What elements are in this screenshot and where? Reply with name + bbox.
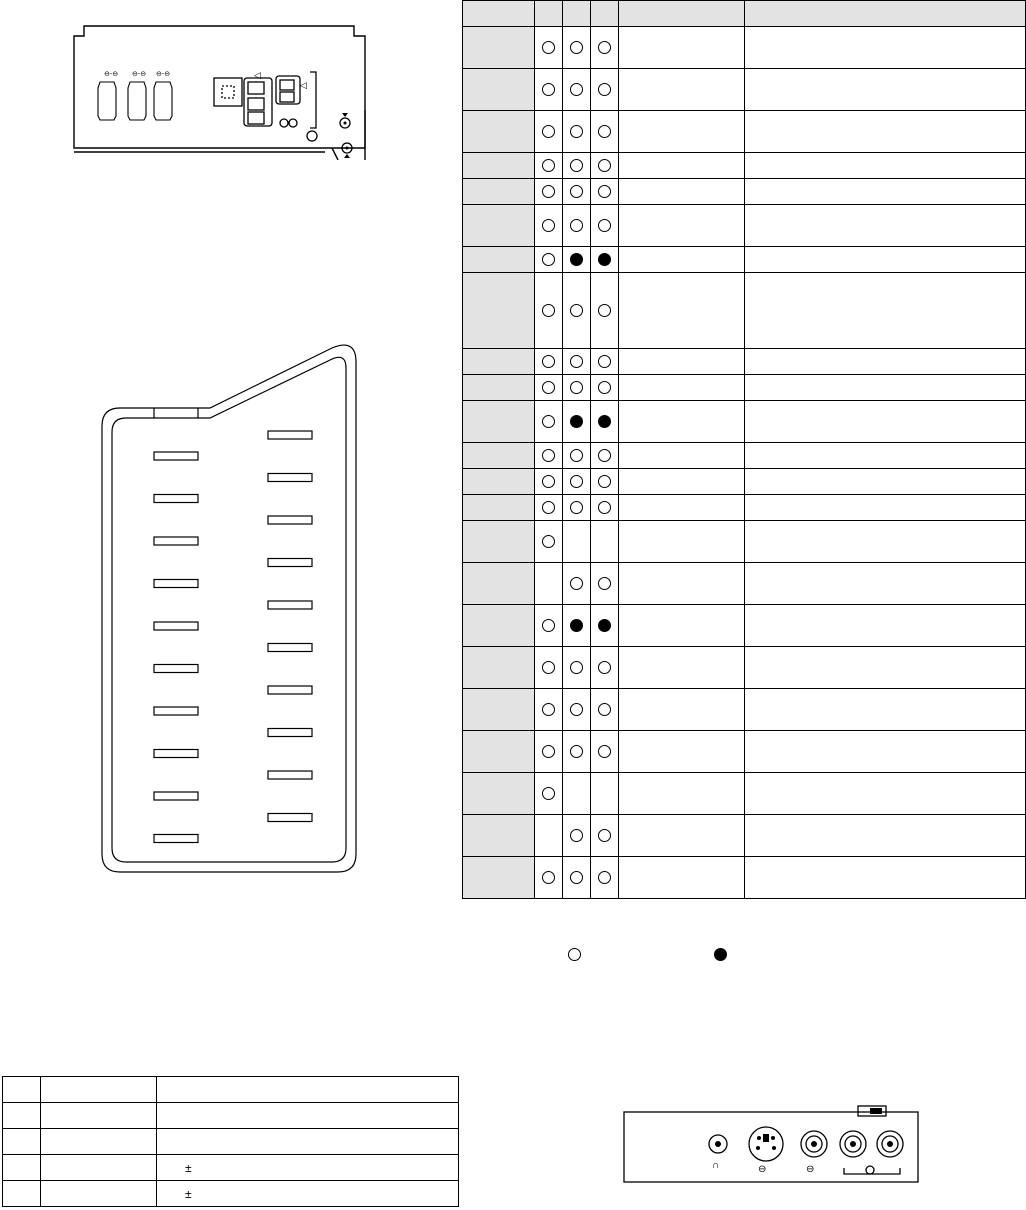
- signal-cell: [618, 27, 744, 69]
- level-cell: [744, 521, 1025, 563]
- pin-slot: [268, 559, 312, 567]
- spec-cell: [3, 1077, 41, 1103]
- pin-number-cell: [463, 689, 535, 731]
- signal-cell: [618, 773, 744, 815]
- open-circle-icon: [598, 829, 611, 842]
- spec-row: [3, 1181, 459, 1207]
- filled-circle-icon: [570, 415, 583, 428]
- mark-cell: [562, 153, 590, 179]
- signal-cell: [618, 273, 744, 349]
- signal-cell: [618, 731, 744, 773]
- mark-cell: [562, 647, 590, 689]
- pin-row: [463, 773, 1026, 815]
- open-circle-icon: [598, 355, 611, 368]
- open-circle-icon: [570, 304, 583, 317]
- pin-number-cell: [463, 205, 535, 247]
- open-circle-icon: [598, 159, 611, 172]
- signal-cell: [618, 111, 744, 153]
- s-video-input-icon: ⊖: [758, 1164, 767, 1175]
- open-circle-icon: [570, 83, 583, 96]
- spec-row: [3, 1129, 459, 1155]
- pin-row: [463, 815, 1026, 857]
- pin-number-cell: [463, 27, 535, 69]
- open-circle-icon: [542, 787, 555, 800]
- open-circle-icon: [570, 501, 583, 514]
- open-circle-icon: [570, 219, 583, 232]
- level-cell: [744, 349, 1025, 375]
- mark-cell: [562, 273, 590, 349]
- spec-cell: ±: [157, 1181, 459, 1207]
- open-circle-icon: [542, 501, 555, 514]
- rear-panel-diagram: [70, 20, 380, 160]
- pin-table-header: [463, 1, 1026, 27]
- mark-cell: [562, 375, 590, 401]
- mark-cell: [562, 69, 590, 111]
- signal-cell: [618, 153, 744, 179]
- mark-cell: [534, 247, 562, 273]
- pin-row: [463, 349, 1026, 375]
- header-cell: [590, 1, 618, 27]
- spec-row: [3, 1077, 459, 1103]
- open-circle-icon: [542, 535, 555, 548]
- filled-circle-icon: [598, 253, 611, 266]
- level-cell: [744, 731, 1025, 773]
- open-circle-icon: [598, 703, 611, 716]
- spec-cell: [3, 1181, 41, 1207]
- pin-row: [463, 69, 1026, 111]
- pin-slot: [154, 792, 198, 800]
- mark-cell: [562, 401, 590, 443]
- level-cell: [744, 69, 1025, 111]
- pin-row: [463, 605, 1026, 647]
- svg-text:◁: ◁: [254, 70, 261, 80]
- pin-slot: [268, 644, 312, 652]
- pin-row: [463, 731, 1026, 773]
- pin-number-cell: [463, 815, 535, 857]
- pin-number-cell: [463, 773, 535, 815]
- pin-row: [463, 247, 1026, 273]
- mark-cell: [562, 179, 590, 205]
- mark-cell: [562, 815, 590, 857]
- mark-cell: [590, 179, 618, 205]
- mark-cell: [534, 647, 562, 689]
- mark-cell: [562, 563, 590, 605]
- mark-cell: [590, 857, 618, 899]
- mark-cell: [562, 521, 590, 563]
- scart-label-1: ⊖-⊖: [104, 71, 119, 78]
- pin-row: [463, 179, 1026, 205]
- level-cell: [744, 205, 1025, 247]
- open-circle-icon: [598, 381, 611, 394]
- level-cell: [744, 689, 1025, 731]
- pin-number-cell: [463, 647, 535, 689]
- mark-cell: [562, 857, 590, 899]
- open-circle-icon: [598, 185, 611, 198]
- open-circle-icon: [542, 381, 555, 394]
- open-circle-icon: [542, 449, 555, 462]
- header-cell: [618, 1, 744, 27]
- mark-cell: [534, 521, 562, 563]
- pin-number-cell: [463, 469, 535, 495]
- open-circle-icon: [570, 475, 583, 488]
- pin-number-cell: [463, 153, 535, 179]
- signal-cell: [618, 495, 744, 521]
- mark-cell: [534, 689, 562, 731]
- mark-cell: [590, 689, 618, 731]
- spec-cell: [3, 1155, 41, 1181]
- pin-row: [463, 647, 1026, 689]
- mark-cell: [562, 349, 590, 375]
- signal-cell: [618, 349, 744, 375]
- open-circle-icon: [542, 83, 555, 96]
- pin-row: [463, 375, 1026, 401]
- open-circle-icon: [570, 449, 583, 462]
- open-circle-icon: [542, 619, 555, 632]
- pin-slot: [268, 686, 312, 694]
- open-circle-icon: [542, 41, 555, 54]
- pin-slot: [268, 814, 312, 822]
- mark-cell: [562, 495, 590, 521]
- pin-row: [463, 443, 1026, 469]
- pin-row: [463, 495, 1026, 521]
- mark-cell: [534, 349, 562, 375]
- mark-cell: [534, 605, 562, 647]
- mark-cell: [534, 153, 562, 179]
- pin-row: [463, 563, 1026, 605]
- mark-cell: [590, 731, 618, 773]
- open-circle-icon: [570, 355, 583, 368]
- level-cell: [744, 179, 1025, 205]
- open-circle-icon: [570, 871, 583, 884]
- scart-label-2: ⊖-⊖: [132, 71, 147, 78]
- signal-cell: [618, 647, 744, 689]
- mark-cell: [534, 69, 562, 111]
- spec-cell: [41, 1181, 157, 1207]
- pin-row: [463, 205, 1026, 247]
- pin-slot: [268, 516, 312, 524]
- open-circle-icon: [542, 703, 555, 716]
- open-circle-icon: [542, 185, 555, 198]
- pin-slots: [154, 431, 312, 843]
- open-circle-icon: [598, 501, 611, 514]
- open-circle-icon: [570, 703, 583, 716]
- pin-assignment-table: [462, 0, 1026, 899]
- signal-cell: [618, 605, 744, 647]
- mark-cell: [534, 205, 562, 247]
- mark-cell: [590, 773, 618, 815]
- pin-number-cell: [463, 375, 535, 401]
- open-circle-icon: [598, 871, 611, 884]
- pin-number-cell: [463, 69, 535, 111]
- level-cell: [744, 815, 1025, 857]
- mark-cell: [534, 815, 562, 857]
- pin-row: [463, 469, 1026, 495]
- level-cell: [744, 247, 1025, 273]
- mark-cell: [562, 27, 590, 69]
- signal-cell: [618, 815, 744, 857]
- spec-cell: [41, 1129, 157, 1155]
- pin-slot: [154, 707, 198, 715]
- spec-cell: [3, 1103, 41, 1129]
- mark-cell: [534, 401, 562, 443]
- signal-cell: [618, 521, 744, 563]
- open-circle-icon: [568, 948, 581, 961]
- open-circle-icon: [570, 577, 583, 590]
- header-cell: [744, 1, 1025, 27]
- mark-cell: [534, 27, 562, 69]
- pin-number-cell: [463, 605, 535, 647]
- level-cell: [744, 773, 1025, 815]
- pin-number-cell: [463, 731, 535, 773]
- open-circle-icon: [570, 125, 583, 138]
- level-cell: [744, 111, 1025, 153]
- mark-cell: [590, 69, 618, 111]
- open-circle-icon: [570, 745, 583, 758]
- spec-row: [3, 1155, 459, 1181]
- signal-cell: [618, 179, 744, 205]
- pin-number-cell: [463, 563, 535, 605]
- pin-number-cell: [463, 857, 535, 899]
- signal-cell: [618, 443, 744, 469]
- mark-cell: [534, 857, 562, 899]
- mark-cell: [590, 495, 618, 521]
- spec-cell: [41, 1155, 157, 1181]
- open-circle-icon: [542, 745, 555, 758]
- level-cell: [744, 273, 1025, 349]
- pin-row: [463, 273, 1026, 349]
- scart-connectors: [98, 82, 172, 120]
- signal-cell: [618, 689, 744, 731]
- signal-cell: [618, 857, 744, 899]
- open-circle-icon: [598, 219, 611, 232]
- pin-number-cell: [463, 111, 535, 153]
- mark-cell: [562, 731, 590, 773]
- mark-cell: [562, 605, 590, 647]
- pin-number-cell: [463, 521, 535, 563]
- filled-circle-icon: [570, 619, 583, 632]
- mark-legend: [560, 946, 760, 966]
- mark-cell: [590, 111, 618, 153]
- spec-cell: [157, 1129, 459, 1155]
- pin-slot: [154, 835, 198, 843]
- open-circle-icon: [570, 661, 583, 674]
- spec-cell: [3, 1129, 41, 1155]
- mark-cell: [590, 273, 618, 349]
- open-circle-icon: [542, 219, 555, 232]
- mark-cell: [590, 349, 618, 375]
- open-circle-icon: [542, 125, 555, 138]
- pin-number-cell: [463, 495, 535, 521]
- open-circle-icon: [542, 661, 555, 674]
- mark-cell: [590, 205, 618, 247]
- mark-cell: [534, 469, 562, 495]
- pin-number-cell: [463, 273, 535, 349]
- video-input-icon: ⊖: [806, 1164, 815, 1175]
- level-cell: [744, 443, 1025, 469]
- spec-cell: [41, 1077, 157, 1103]
- mark-cell: [590, 443, 618, 469]
- pin-slot: [268, 431, 312, 439]
- open-circle-icon: [570, 159, 583, 172]
- open-circle-icon: [598, 577, 611, 590]
- pin-row: [463, 111, 1026, 153]
- scart-pin-layout: [98, 342, 362, 878]
- open-circle-icon: [598, 41, 611, 54]
- spec-cell: [157, 1103, 459, 1129]
- level-cell: [744, 563, 1025, 605]
- pin-number-cell: [463, 179, 535, 205]
- mark-cell: [534, 179, 562, 205]
- pin-slot: [268, 601, 312, 609]
- filled-circle-icon: [714, 948, 727, 961]
- mark-cell: [590, 247, 618, 273]
- mark-cell: [534, 111, 562, 153]
- mark-cell: [590, 563, 618, 605]
- open-circle-icon: [542, 355, 555, 368]
- mark-cell: [590, 647, 618, 689]
- pin-slot: [154, 452, 198, 460]
- pin-row: [463, 521, 1026, 563]
- signal-cell: [618, 247, 744, 273]
- pin-row: [463, 857, 1026, 899]
- header-cell: [463, 1, 535, 27]
- mark-cell: [590, 375, 618, 401]
- mark-cell: [590, 401, 618, 443]
- filled-circle-icon: [598, 415, 611, 428]
- open-circle-icon: [598, 475, 611, 488]
- signal-cell: [618, 401, 744, 443]
- pin-row: [463, 689, 1026, 731]
- open-circle-icon: [542, 304, 555, 317]
- pin-slot: [268, 474, 312, 482]
- mark-cell: [534, 443, 562, 469]
- pin-row: [463, 153, 1026, 179]
- pin-number-cell: [463, 349, 535, 375]
- open-circle-icon: [542, 475, 555, 488]
- mark-cell: [590, 815, 618, 857]
- pin-slot: [154, 537, 198, 545]
- svg-text:◁: ◁: [300, 80, 307, 90]
- filled-circle-icon: [570, 253, 583, 266]
- mark-cell: [562, 689, 590, 731]
- headphone-icon: ∩: [712, 1160, 720, 1171]
- level-cell: [744, 495, 1025, 521]
- open-circle-icon: [598, 304, 611, 317]
- mark-cell: [534, 731, 562, 773]
- signal-cell: [618, 469, 744, 495]
- open-circle-icon: [598, 83, 611, 96]
- signal-cell: [618, 563, 744, 605]
- pin-row: [463, 27, 1026, 69]
- pin-number-cell: [463, 401, 535, 443]
- signal-cell: [618, 205, 744, 247]
- filled-circle-icon: [598, 619, 611, 632]
- pin-number-cell: [463, 443, 535, 469]
- pin-slot: [154, 580, 198, 588]
- mark-cell: [534, 773, 562, 815]
- pin-row: [463, 401, 1026, 443]
- pin-slot: [268, 771, 312, 779]
- mark-cell: [562, 205, 590, 247]
- open-circle-icon: [570, 185, 583, 198]
- mark-cell: [562, 773, 590, 815]
- open-circle-icon: [598, 449, 611, 462]
- terminal-spec-table: [2, 1076, 459, 1207]
- header-cell: [562, 1, 590, 27]
- open-circle-icon: [570, 41, 583, 54]
- mark-cell: [534, 563, 562, 605]
- spec-row: [3, 1103, 459, 1129]
- level-cell: [744, 647, 1025, 689]
- open-circle-icon: [542, 415, 555, 428]
- open-circle-icon: [570, 829, 583, 842]
- mark-cell: [562, 443, 590, 469]
- pin-slot: [268, 729, 312, 737]
- spec-cell: ±: [157, 1155, 459, 1181]
- mark-cell: [590, 153, 618, 179]
- mark-cell: [562, 247, 590, 273]
- level-cell: [744, 605, 1025, 647]
- signal-cell: [618, 69, 744, 111]
- level-cell: [744, 469, 1025, 495]
- mark-cell: [590, 605, 618, 647]
- open-circle-icon: [598, 745, 611, 758]
- open-circle-icon: [542, 253, 555, 266]
- pin-slot: [154, 495, 198, 503]
- signal-cell: [618, 375, 744, 401]
- level-cell: [744, 401, 1025, 443]
- open-circle-icon: [542, 159, 555, 172]
- mark-cell: [534, 273, 562, 349]
- open-circle-icon: [598, 661, 611, 674]
- spec-cell: [41, 1103, 157, 1129]
- mark-cell: [562, 111, 590, 153]
- mark-cell: [534, 375, 562, 401]
- open-circle-icon: [542, 871, 555, 884]
- mark-cell: [590, 521, 618, 563]
- mark-cell: [590, 469, 618, 495]
- pin-number-cell: [463, 247, 535, 273]
- scart-label-3: ⊖-⊖: [156, 71, 171, 78]
- level-cell: [744, 153, 1025, 179]
- mark-cell: [562, 469, 590, 495]
- mark-cell: [590, 27, 618, 69]
- pin-slot: [154, 622, 198, 630]
- level-cell: [744, 857, 1025, 899]
- level-cell: [744, 375, 1025, 401]
- header-cell: [534, 1, 562, 27]
- level-cell: [744, 27, 1025, 69]
- spec-cell: [157, 1077, 459, 1103]
- front-panel-diagram: [620, 1104, 922, 1186]
- open-circle-icon: [570, 381, 583, 394]
- mark-cell: [534, 495, 562, 521]
- open-circle-icon: [598, 125, 611, 138]
- pin-slot: [154, 665, 198, 673]
- pin-slot: [154, 750, 198, 758]
